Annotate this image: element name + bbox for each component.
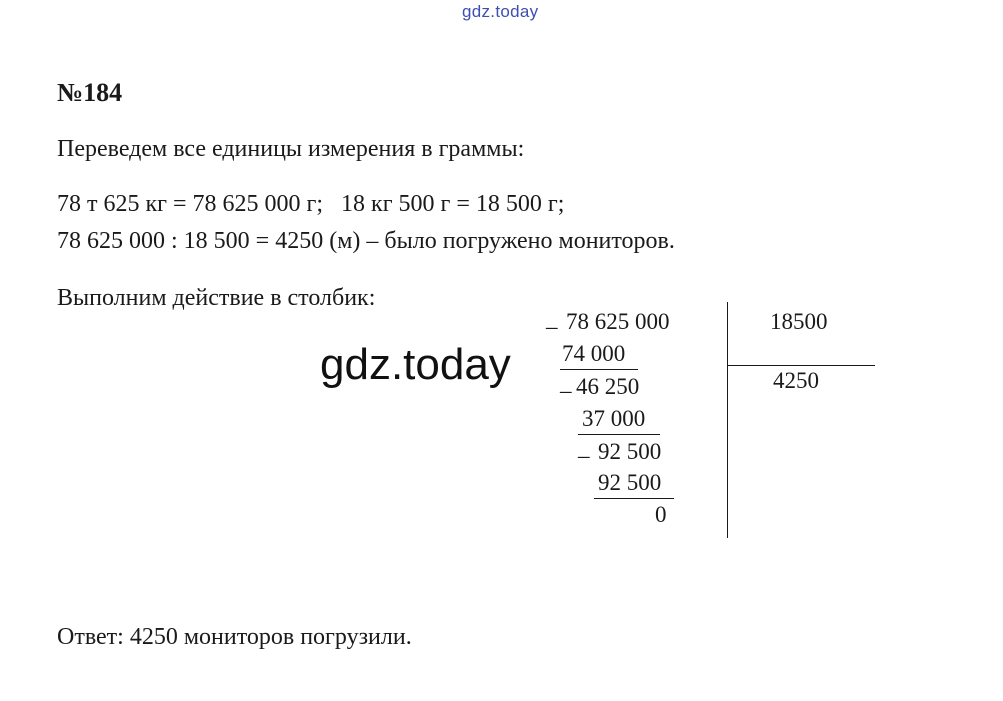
division-step-2: 46 250 xyxy=(576,374,640,399)
minus-sign-1: _ xyxy=(546,306,558,331)
minus-sign-2: _ xyxy=(560,370,572,395)
step-3-underline xyxy=(578,434,660,435)
quotient: 4250 xyxy=(773,368,819,393)
watermark-top: gdz.today xyxy=(462,2,539,21)
step-5-underline xyxy=(594,498,674,499)
minus-sign-3: _ xyxy=(578,435,590,460)
division-horizontal-rule xyxy=(727,365,875,366)
problem-number: №184 xyxy=(57,78,123,107)
division-equation-line: 78 625 000 : 18 500 = 4250 (м) – было погружено мониторов. xyxy=(57,228,675,254)
division-step-4: 92 500 xyxy=(598,439,662,464)
dividend: 78 625 000 xyxy=(566,309,670,334)
intro-text: Переведем все единицы измерения в граммы: xyxy=(57,136,525,162)
watermark-center: gdz.today xyxy=(320,340,511,389)
divisor: 18500 xyxy=(770,309,828,334)
division-remainder: 0 xyxy=(655,502,667,527)
division-step-1: 74 000 xyxy=(562,341,626,366)
answer-text: Ответ: 4250 мониторов погрузили. xyxy=(57,624,412,650)
division-step-5: 92 500 xyxy=(598,470,662,495)
unit-conversion-line: 78 т 625 кг = 78 625 000 г; 18 кг 500 г = 18 500 г; xyxy=(57,191,565,217)
column-intro-text: Выполним действие в столбик: xyxy=(57,285,376,311)
division-step-3: 37 000 xyxy=(582,406,646,431)
division-vertical-rule xyxy=(727,302,728,538)
